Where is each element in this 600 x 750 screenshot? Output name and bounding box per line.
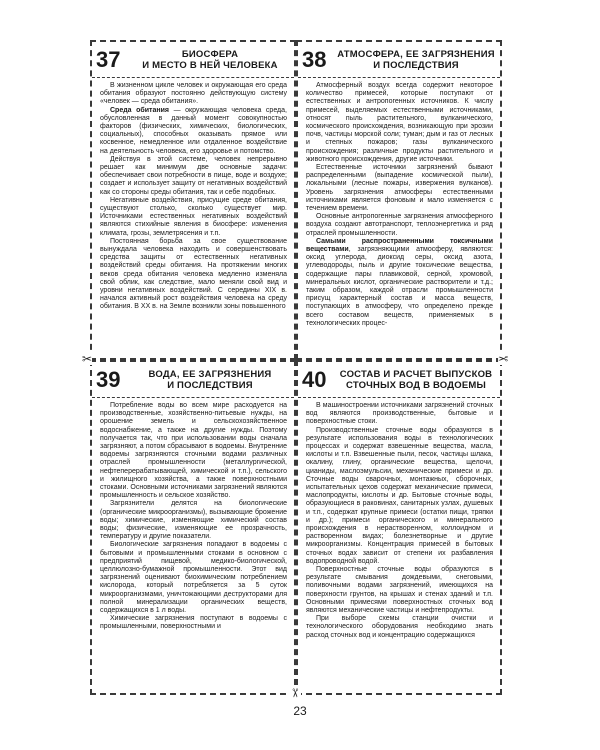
paragraph: Загрязнители делятся на биологические (органические микроорганизмы), вызывающие брожение воды; химические, изменяющие химический состав воды; физические, изменяющие ее прозрачность, температуру и другие показатели. bbox=[100, 500, 287, 541]
card-header bbox=[298, 362, 500, 398]
card-title: БИОСФЕРА И МЕСТО В НЕЙ ЧЕЛОВЕКА bbox=[142, 48, 278, 71]
card-header bbox=[298, 42, 500, 78]
paragraph: Среда обитания — окружающая человека среда, обусловленная в данный момент совокупностью факторов (физических, химических, биологических, социальных), способных оказывать прямое или косвенное, немедленное или отдаленное воздействие на деятельность человека, его здоровье и потомство. bbox=[100, 106, 287, 155]
paragraph: В машиностроении источниками загрязнений сточных вод являются производственные, бытовые и поверхностные стоки. bbox=[306, 402, 493, 426]
card-title: СОСТАВ И РАСЧЕТ ВЫПУСКОВ СТОЧНЫХ ВОД В ВОДОЕМЫ bbox=[339, 368, 493, 391]
scissors-icon: ✂ bbox=[288, 687, 303, 699]
paragraph: Естественные источники загрязнений бывают распределенными (выпадение космической пыли), локальными (лесные пожары, извержения вулканов). Уровень загрязнения атмосферы естественными источниками является фоновым и мало изменяется с течением времени. bbox=[306, 164, 493, 213]
paragraph: Постоянная борьба за свое существование вынуждала человека находить и совершенствовать средства защиты от естественных негативных воздействий среды обитания. На протяжении многих веков среда обитания человека медленно изменяла свой облик, как следствие, мало меняли свой вид и уровни негативных воздействий. С середины XIX в. начался активный рост воздействия человека на среду обитания. В XX в. на Земле возникли зоны повышенного bbox=[100, 237, 287, 311]
paragraph: Негативные воздействия, присущие среде обитания, существуют столько, сколько существует мир. Источниками естественных негативных воздействий являются стихийные явления в биосфере: изменения климата, грозы, землетрясения и т.п. bbox=[100, 196, 287, 237]
card-header bbox=[92, 42, 294, 78]
paragraph: Биологические загрязнения попадают в водоемы с бытовыми и промышленными стоками в основном с предприятий пищевой, медико-биологической, целлюлозно-бумажной промышленности. Этот вид загрязнений оценивают биохимическим потреблением кислорода, который потребляется за 5 суток микроорганизмами, уничтожающими деструкторами для полной минерализации органических веществ, содержащихся в 1 л воды. bbox=[100, 541, 287, 615]
page-number: 23 bbox=[293, 704, 307, 718]
paragraph: Производственные сточные воды образуются в результате использования воды в технологических процессах и содержат взвешенные вещества, масла, кислоты и т.п. Взвешенные пыли, песок, частицы шлака, окалину, глину, органические вещества, щелочи, цианиды, маслоэмульсии, механические примеси и др. Сточные воды сварочных, монтажных, сборочных, испытательных цехов содержат механические примеси, маслопродукты, кислоты и др. Бытовые сточные воды, образующиеся в раковинах, санитарных узлах, душевых и т.п., содержат крупные примеси (остатки пищи, тряпки и др.); примеси органического и минерального происхождения в нерастворенном, коллоидном и растворенном видах; болезнетворные и другие микроорганизмы. Концентрация примесей в бытовых сточных водах зависит от степени их разбавления водопроводной водой. bbox=[306, 426, 493, 565]
card-title: АТМОСФЕРА, ЕЕ ЗАГРЯЗНЕНИЯ И ПОСЛЕДСТВИЯ bbox=[337, 48, 495, 71]
card-number: 40 bbox=[302, 366, 327, 392]
term-lead: Среда обитания bbox=[110, 106, 169, 114]
scissors-icon: ✂ bbox=[82, 352, 93, 366]
card-header bbox=[92, 362, 294, 398]
scissors-icon: ✂ bbox=[498, 352, 509, 366]
card-40 bbox=[296, 360, 502, 695]
paragraph: Поверхностные сточные воды образуются в результате смывания дождевыми, снеговыми, поливочными водами загрязнений, имеющихся на поверхности грунтов, на крышах и стенах зданий и т.п. Основными примесями поверхностных сточных вод являются механические частицы и нефтепродукты. bbox=[306, 566, 493, 615]
term-lead: Самыми распространенными токсичными веществами bbox=[306, 237, 493, 254]
card-number: 39 bbox=[96, 366, 121, 392]
paragraph: Атмосферный воздух всегда содержит некоторое количество примесей, которые поступают от естественных и антропогенных источников. К числу примесей, выделяемых естественными источниками, относят пыль растительного, вулканического, космического происхождения, возникающую при эрозии почв, частицы морской соли; туман; дым и газ от лесных и степных пожаров; газы вулканического происхождения; различные продукты растительного и животного происхождения, другие источники. bbox=[306, 82, 493, 163]
card-37 bbox=[90, 40, 296, 360]
card-title: ВОДА, ЕЕ ЗАГРЯЗНЕНИЯ И ПОСЛЕДСТВИЯ bbox=[148, 368, 272, 391]
card-number: 38 bbox=[302, 46, 327, 72]
card-body bbox=[92, 78, 294, 312]
paragraph: В жизненном цикле человек и окружающая его среда обитания образуют постоянно действующую систему «человек — среда обитания». bbox=[100, 82, 287, 106]
card-body bbox=[92, 398, 294, 632]
card-body bbox=[298, 78, 500, 328]
paragraph: Основные антропогенные загрязнения атмосферного воздуха создают автотранспорт, теплоэнергетика и ряд отраслей промышленности. bbox=[306, 213, 493, 237]
card-number: 37 bbox=[96, 46, 121, 72]
paragraph: Химические загрязнения поступают в водоемы с промышленными, поверхностными и bbox=[100, 615, 287, 631]
paragraph: При выборе схемы станции очистки и технологического оборудования необходимо знать расход сточных вод и концентрацию содержащихся bbox=[306, 615, 493, 639]
card-39 bbox=[90, 360, 296, 695]
paragraph: Самыми распространенными токсичными веществами, загрязняющими атмосферу, являются: оксид углерода, диоксид серы, оксид азота, углеводороды, пыль и другие токсические вещества, содержащие пары плавиковой, серной, хромовой, минеральных кислот, органические растворители и т.д.; таким образом, каждой отрасли промышленности присущ характерный состав и масса веществ, поступающих в атмосферу, что определено прежде всего составом веществ, применяемых в технологических процес- bbox=[306, 237, 493, 327]
card-38 bbox=[296, 40, 502, 360]
paragraph: Действуя в этой системе, человек непрерывно решает как минимум две основные задачи: обеспечивает свои потребности в пище, воде и воздухе; создает и использует защиту от негативных воздействий как со стороны среды обитания, так и себе подобных. bbox=[100, 155, 287, 196]
paragraph: Потребление воды во всем мире расходуется на производственные, хозяйственно-питьевые нужды, на орошение земель и сельскохозяйственное водоснабжение, а также на другие нужды. Поэтому получается так, что при использовании воды сначала загрязняют, а потом сбрасывают в водоемы. Внутренние водоемы загрязняются сточными водами различных отраслей промышленности (металлургической, нефтеперерабатывающей, химической и т.п.), сельского и жилищного хозяйства, а также поверхностными стоками. Основными источниками загрязнений являются промышленность и сельское хозяйство. bbox=[100, 402, 287, 500]
card-body bbox=[298, 398, 500, 640]
